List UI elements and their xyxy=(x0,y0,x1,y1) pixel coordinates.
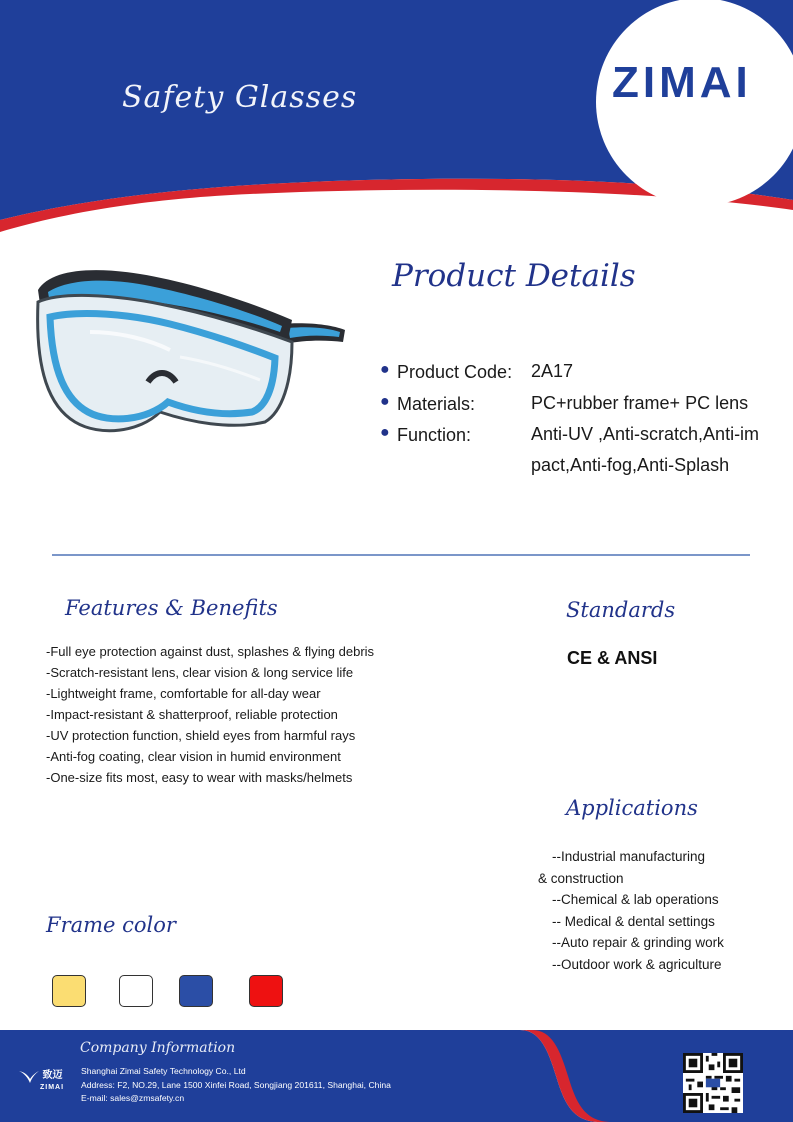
spec-function xyxy=(380,425,780,489)
list-item: -Impact-resistant & shatterproof, reliable protection xyxy=(46,707,338,722)
standards-title: Standards xyxy=(566,598,676,622)
features-list xyxy=(46,641,374,788)
footer-logo-text: ZIMAI xyxy=(40,1083,65,1091)
list-item: --Outdoor work & agriculture xyxy=(552,956,722,972)
list-item: & construction xyxy=(538,870,624,886)
company-address: Address: F2, NO.29, Lane 1500 Xinfei Road, Songjiang 201611, Shanghai, China xyxy=(81,1079,391,1090)
list-item: -UV protection function, shield eyes from harmful rays xyxy=(46,728,356,743)
footer-logo xyxy=(18,1066,64,1091)
applications-title: Applications xyxy=(566,796,698,820)
footer-logo-cn: 致迈 xyxy=(42,1070,63,1081)
brand-logo: ZIMAI xyxy=(612,58,752,107)
bird-logo-icon xyxy=(18,1068,40,1084)
page-title: Safety Glasses xyxy=(122,80,358,115)
spec-label: Materials: xyxy=(397,394,476,414)
color-swatch-red xyxy=(249,975,283,1007)
standards-value: CE & ANSI xyxy=(567,648,658,668)
color-swatch-blue xyxy=(179,975,213,1007)
list-item: --Chemical & lab operations xyxy=(552,892,719,908)
section-divider xyxy=(52,554,750,556)
list-item: -Anti-fog coating, clear vision in humid environment xyxy=(46,749,341,764)
company-name: Shanghai Zimai Safety Technology Co., Ltd xyxy=(81,1066,246,1076)
frame-color-title: Frame color xyxy=(46,913,176,937)
bullet-icon: ● xyxy=(380,361,390,378)
list-item: -One-size fits most, easy to wear with masks/helmets xyxy=(46,770,353,785)
list-item: --Auto repair & grinding work xyxy=(552,935,724,951)
list-item: -Full eye protection against dust, splashes & flying debris xyxy=(46,644,375,659)
bullet-icon: ● xyxy=(380,424,390,441)
header-banner xyxy=(0,0,793,240)
list-item: --Industrial manufacturing xyxy=(552,849,706,864)
spec-value: 2A17 xyxy=(531,361,574,381)
list-item: -- Medical & dental settings xyxy=(552,913,715,929)
features-title: Features & Benefits xyxy=(65,596,278,620)
list-item: -Lightweight frame, comfortable for all-day wear xyxy=(46,686,321,701)
color-swatch-yellow xyxy=(52,975,86,1007)
spec-value: PC+rubber frame+ PC lens xyxy=(531,393,749,413)
company-info-title: Company Information xyxy=(80,1040,236,1056)
spec-label: Product Code: xyxy=(397,362,513,382)
spec-value: Anti-UV ,Anti-scratch,Anti-impact,Anti-fog,Anti-Splash xyxy=(531,424,760,475)
safety-goggles-icon xyxy=(30,262,350,442)
list-item: -Scratch-resistant lens, clear vision & long service life xyxy=(46,665,354,680)
company-email[interactable]: E-mail: sales@zmsafety.cn xyxy=(81,1093,185,1103)
color-swatch-white xyxy=(119,975,153,1007)
applications-list xyxy=(538,846,782,976)
company-details xyxy=(81,1065,391,1106)
bullet-icon: ● xyxy=(380,393,390,410)
qr-code-icon xyxy=(683,1053,743,1113)
product-details-title: Product Details xyxy=(392,258,636,294)
spec-label: Function: xyxy=(397,425,472,445)
